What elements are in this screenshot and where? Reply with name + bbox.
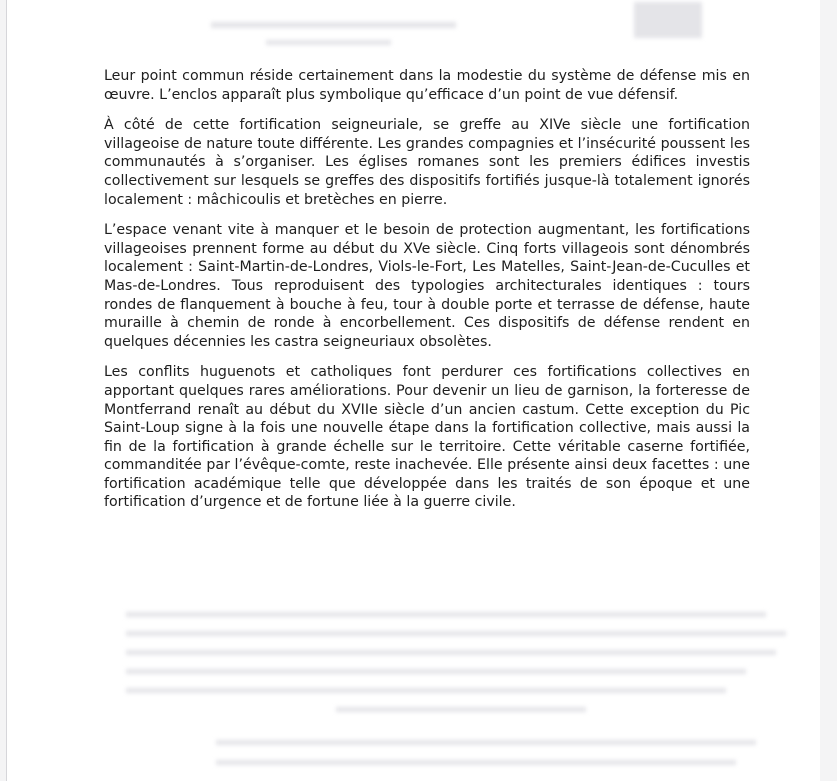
bleed-through-line bbox=[126, 688, 726, 693]
bleed-through-line bbox=[336, 707, 586, 712]
bleed-through-line bbox=[126, 631, 786, 636]
bleed-through-line bbox=[126, 650, 776, 655]
bleed-through-header-line bbox=[211, 22, 456, 28]
bleed-through-header-line bbox=[266, 40, 391, 45]
paragraph: À côté de cette fortification seigneuriale, se greffe au XIVe siècle une fortification villageoise de nature toute différente. Les grandes compagnies et l’insécurité poussent les communautés à s’organiser. Les églises romanes sont les premiers édifices investis collectivement sur lesquels se greffes des dispositifs fortifiés jusque-là totalement ignorés localement : mâchicoulis et bretèches en pierre. bbox=[104, 117, 750, 208]
bleed-through-line bbox=[126, 612, 766, 617]
bleed-through-line bbox=[216, 740, 756, 745]
bleed-through-logo bbox=[634, 2, 702, 38]
page-edge bbox=[6, 0, 7, 781]
paragraph: L’espace venant vite à manquer et le besoin de protection augmentant, les fortifications villageoises prennent forme au début du XVe siècle. Cinq forts villageois sont dénombrés localement : Saint-Martin-de-Londres, Viols-le-Fort, Les Matelles, Saint-Jean-de-Cuculles et Mas-de-Londres. Tous reproduisent des typologies architecturales identiques : tours rondes de flanquement à bouche à feu, tour à double porte et terrasse de défense, haute muraille à chemin de ronde à encorbellement. Ces dispositifs de défense rendent en quelques décennies les castra seigneuriaux obsolètes. bbox=[104, 222, 750, 350]
bleed-through-line bbox=[216, 760, 736, 765]
paragraph: Les conflits huguenots et catholiques font perdurer ces fortifications collectives en apportant quelques rares améliorations. Pour devenir un lieu de garnison, la forteresse de Montferrand renaît au début du XVIIe siècle d’un ancien castum. Cette exception du Pic Saint-Loup signe à la fois une nouvelle étape dans la fortification collective, mais aussi la fin de la fortification à grande échelle sur le territoire. Cette véritable caserne fortifiée, commanditée par l’évêque-comte, reste inachevée. Elle présente ainsi deux facettes : une fortification académique telle que développée dans les traités de son époque et une fortification d’urgence et de fortune liée à la guerre civile. bbox=[104, 364, 750, 511]
document-body bbox=[104, 67, 750, 524]
bleed-through-line bbox=[126, 669, 746, 674]
document-page bbox=[6, 0, 820, 781]
paragraph: Leur point commun réside certainement dans la modestie du système de défense mis en œuvre. L’enclos apparaît plus symbolique qu’efficace d’un point de vue défensif. bbox=[104, 68, 750, 103]
